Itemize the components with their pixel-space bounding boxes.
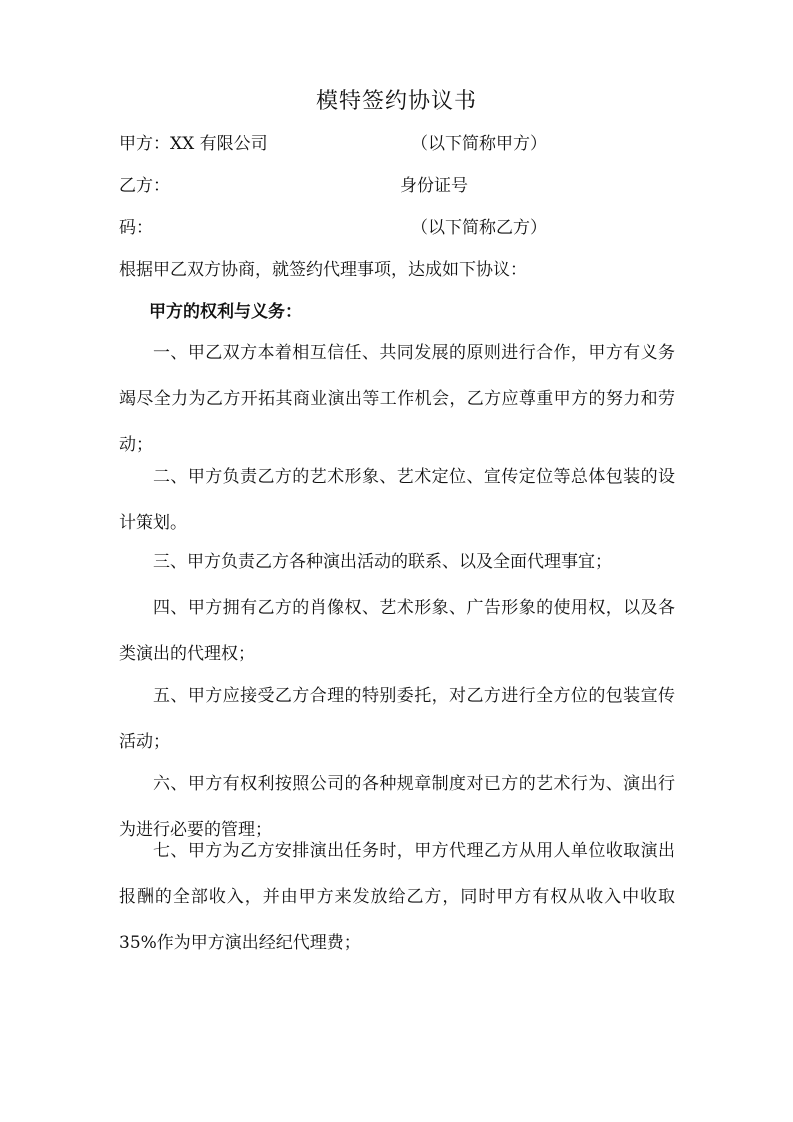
party-b-id-label: 身份证号 (400, 176, 468, 196)
party-b-abbreviation: （以下简称乙方） (411, 218, 547, 238)
party-b-line (119, 176, 468, 196)
id-number-label: 码： (119, 218, 153, 238)
clause-6: 六、甲方有权利按照公司的各种规章制度对已方的艺术行为、演出行为进行必要的管理； (119, 774, 675, 840)
section-heading: 甲方的权利与义务： (149, 302, 302, 322)
intro-text: 根据甲乙双方协商，就签约代理事项，达成如下协议： (119, 260, 527, 280)
clause-4: 四、甲方拥有乙方的肖像权、艺术形象、广告形象的使用权，以及各类演出的代理权； (119, 598, 675, 664)
clause-1: 一、甲乙双方本着相互信任、共同发展的原则进行合作，甲方有义务竭尽全力为乙方开拓其商业演出等工作机会，乙方应尊重甲方的努力和劳动； (119, 343, 675, 455)
clause-2: 二、甲方负责乙方的艺术形象、艺术定位、宣传定位等总体包装的设计策划。 (119, 467, 675, 533)
clause-7: 七、甲方为乙方安排演出任务时，甲方代理乙方从用人单位收取演出报酬的全部收入，并由甲方来发放给乙方，同时甲方有权从收入中收取 35%作为甲方演出经纪代理费； (119, 841, 675, 953)
party-a-label: 甲方：XX 有限公司 (119, 134, 268, 154)
party-a-line (119, 134, 547, 154)
clause-5: 五、甲方应接受乙方合理的特别委托，对乙方进行全方位的包装宣传活动； (119, 686, 675, 752)
clause-3: 三、甲方负责乙方各种演出活动的联系、以及全面代理事宜； (153, 552, 612, 572)
party-b-label: 乙方： (119, 176, 170, 196)
document-title: 模特签约协议书 (315, 89, 477, 114)
party-a-abbreviation: （以下简称甲方） (411, 134, 547, 154)
id-number-line (119, 218, 547, 238)
